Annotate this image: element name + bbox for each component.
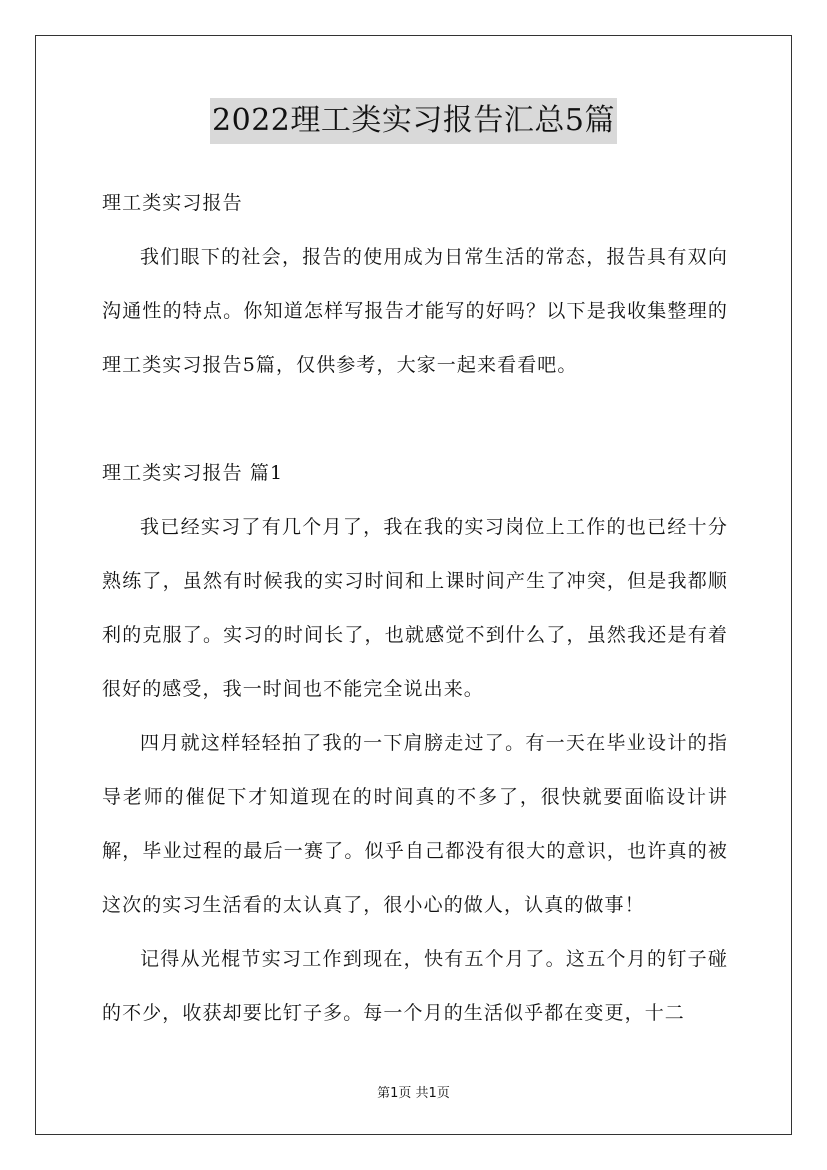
section1-paragraph: 记得从光棍节实习工作到现在，快有五个月了。这五个月的钉子碰的不少，收获却要比钉子多。每一个月的生活似乎都在变更，十二 bbox=[102, 948, 728, 1024]
section-spacer bbox=[102, 392, 728, 446]
section1-heading: 理工类实习报告 篇1 bbox=[102, 462, 284, 484]
page-footer: 第1页 共1页 bbox=[377, 1086, 450, 1101]
intro-paragraph: 我们眼下的社会，报告的使用成为日常生活的常态，报告具有双向沟通性的特点。你知道怎样写报告才能写的好吗？以下是我收集整理的理工类实习报告5篇，仅供参考，大家一起来看看吧。 bbox=[102, 246, 728, 376]
document-body bbox=[102, 176, 728, 1040]
section1-paragraph: 四月就这样轻轻拍了我的一下肩膀走过了。有一天在毕业设计的指导老师的催促下才知道现在的时间真的不多了，很快就要面临设计讲解，毕业过程的最后一赛了。似乎自己都没有很大的意识，也许真的被这次的实习生活看的太认真了，很小心的做人，认真的做事！ bbox=[102, 732, 728, 916]
title-container bbox=[0, 98, 827, 144]
section1-paragraph: 我已经实习了有几个月了，我在我的实习岗位上工作的也已经十分熟练了，虽然有时候我的实习时间和上课时间产生了冲突，但是我都顺利的克服了。实习的时间长了，也就感觉不到什么了，虽然我还是有着很好的感受，我一时间也不能完全说出来。 bbox=[102, 516, 728, 700]
intro-heading: 理工类实习报告 bbox=[102, 192, 243, 214]
document-title: 2022理工类实习报告汇总5篇 bbox=[210, 98, 617, 144]
